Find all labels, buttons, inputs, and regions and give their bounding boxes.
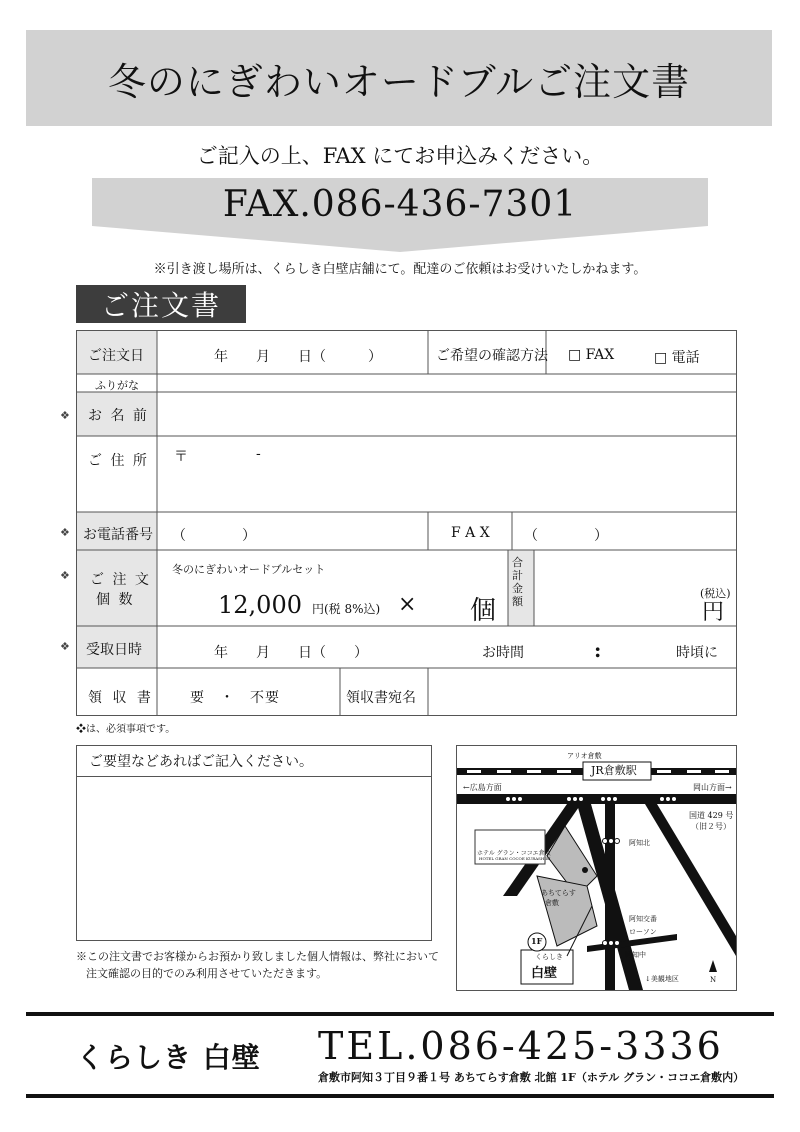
order-form-label: ご注文書 <box>76 285 246 323</box>
pickup-date-field[interactable]: 年 月 日（ ） <box>214 645 368 661</box>
order-qty-label-2: 個 数 <box>96 592 135 608</box>
required-mark: ❖ <box>60 409 70 422</box>
map-label-okayama: 岡山方面→ <box>693 783 732 792</box>
times-sign: × <box>398 592 417 617</box>
postal-dash: - <box>256 446 261 462</box>
confirm-method-label: ご希望の確認方法 <box>436 348 548 364</box>
total-label: 合計金額 <box>512 556 523 608</box>
map-label-kurashiki: 倉敷 <box>545 899 559 907</box>
pieces-unit: 個 <box>470 596 497 626</box>
address-field[interactable] <box>158 437 737 511</box>
order-date-field[interactable]: 年 月 日（ ） <box>214 349 382 365</box>
map-label-hotel: ホテル グラン・ココエ倉敷 <box>477 850 551 857</box>
product-name: 冬のにぎわいオードブルセット <box>172 563 326 576</box>
pickup-time-label: お時間 <box>482 645 524 661</box>
receipt-to-field[interactable] <box>430 670 736 714</box>
delivery-notice: ※引き渡し場所は、くらしき白壁店舗にて。配達のご依頼はお受けいたしかねます。 <box>153 262 647 277</box>
postal-mark: 〒 <box>174 449 188 465</box>
shop-tel: TEL.086-425-3336 <box>318 1024 724 1068</box>
qty-field[interactable] <box>426 568 456 608</box>
time-suffix: 時頃に <box>676 645 718 661</box>
map-label-bikan: ↓美観地区 <box>645 975 679 983</box>
confirm-fax-checkbox[interactable]: □ FAX <box>568 347 615 363</box>
address-label: ご 住 所 <box>88 453 149 469</box>
map-label-lawson: ローソン <box>629 928 657 936</box>
map-label-route: 国道 429 号 <box>689 811 734 820</box>
map-label-route-old: （旧２号） <box>691 822 731 831</box>
phone-label: お電話番号 <box>83 527 153 543</box>
shop-address: 倉敷市阿知３丁目９番１号 あちてらす倉敷 北館 1F（ホテル グラン・ココエ倉敷内） <box>318 1071 745 1084</box>
map-shop-logo-2: 白壁 <box>531 966 558 981</box>
furigana-label: ふりがな <box>95 379 139 392</box>
receipt-label: 領 収 書 <box>88 690 154 706</box>
footer-rule-bottom <box>26 1094 774 1098</box>
request-box[interactable] <box>76 745 432 941</box>
required-mark: ❖ <box>60 640 70 653</box>
map-label-achi-north: 阿知北 <box>629 839 650 847</box>
privacy-line: ※この注文書でお客様からお預かり致しました個人情報は、弊社において <box>76 950 439 963</box>
privacy-line: 注文確認の目的でのみ利用させていただきます。 <box>86 967 328 980</box>
receipt-to-label: 領収書宛名 <box>346 690 416 706</box>
required-note: ❖は、必須事項です。 <box>76 724 176 735</box>
map-label-hotel-sub: HOTEL GRAN COCOE KURASHIKI <box>479 856 551 861</box>
yen-unit: 円 <box>702 600 725 625</box>
map-label-station: JR倉敷駅 <box>591 764 637 777</box>
name-field[interactable] <box>158 393 737 436</box>
page-title: 冬のにぎわいオードブルご注文書 <box>107 59 691 104</box>
price: 12,000 <box>218 591 302 619</box>
phone-field[interactable]: （ ） <box>172 528 256 544</box>
map-floor-badge: 1F <box>531 936 543 946</box>
map-label-achi-naka: 阿知中 <box>625 951 646 959</box>
fax-field[interactable]: （ ） <box>524 528 608 544</box>
north-icon: N <box>710 976 717 984</box>
total-field[interactable] <box>540 555 690 623</box>
map-label-achi-koban: 阿知交番 <box>629 915 657 923</box>
title-banner <box>26 30 772 126</box>
map-shop-logo: くらしき <box>535 953 563 961</box>
map-label-ario: アリオ倉敷 <box>567 752 602 760</box>
receipt-need-option[interactable]: 要 ・ 不要 <box>190 690 280 706</box>
privacy-note <box>76 948 446 982</box>
footer-rule-top <box>26 1012 774 1016</box>
access-map <box>456 745 737 991</box>
time-colon: : <box>594 638 602 662</box>
order-qty-label: ご 注 文 <box>90 572 151 588</box>
required-mark: ❖ <box>60 569 70 582</box>
name-label: お 名 前 <box>88 408 149 424</box>
tax-included: (税込) <box>700 587 731 600</box>
fax-number: FAX.086-436-7301 <box>222 183 578 225</box>
required-mark: ❖ <box>60 526 70 539</box>
order-date-label: ご注文日 <box>88 348 144 364</box>
shop-name: くらしき 白壁 <box>76 1041 261 1074</box>
pickup-label: 受取日時 <box>86 642 142 658</box>
map-label-hiroshima: ←広島方面 <box>463 783 502 792</box>
fax-instruction: ご記入の上、FAX にてお申込みください。 <box>196 144 604 168</box>
map-label-achiterasu: あちてらす <box>541 889 576 897</box>
price-unit: 円(税 8%込) <box>312 602 381 616</box>
furigana-field[interactable] <box>158 375 737 392</box>
request-heading: ご要望などあればご記入ください。 <box>77 746 431 777</box>
fax-label: F A X <box>451 525 490 541</box>
confirm-tel-checkbox[interactable]: □ 電話 <box>654 350 700 366</box>
